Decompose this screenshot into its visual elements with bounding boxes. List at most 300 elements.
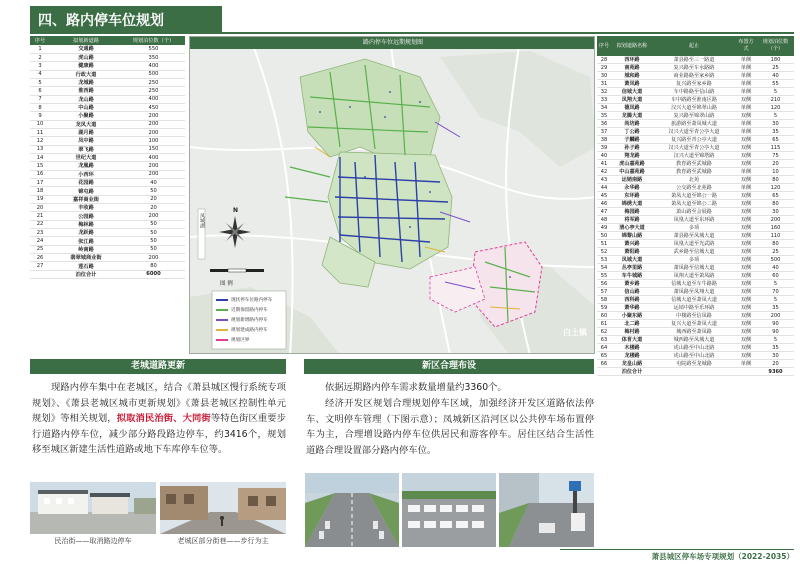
table-row	[597, 216, 794, 224]
table-row	[30, 195, 185, 203]
row-layout: 单侧	[735, 168, 757, 176]
old-city-heading: 老城道路更新	[30, 359, 286, 374]
row-index: 59	[597, 304, 611, 312]
row-layout: 双侧	[735, 192, 757, 200]
row-count: 210	[757, 96, 794, 104]
row-road-name: 淮西路	[50, 87, 122, 95]
row-count: 30	[757, 120, 794, 128]
row-count: 200	[122, 120, 185, 128]
new-city-heading: 新区合理布设	[304, 359, 594, 374]
col-layout: 布置方式	[735, 36, 757, 56]
row-road-name: 锦屯路	[50, 187, 122, 195]
row-road-name: 西环路	[611, 56, 653, 64]
table-row	[597, 192, 794, 200]
map-side-label: 凤城湖	[199, 213, 205, 228]
legend-label: 近期保留路内停车	[231, 308, 268, 313]
row-range: 商业路路至家乡路	[653, 72, 735, 80]
row-layout: 双侧	[735, 112, 757, 120]
left-parking-table	[30, 36, 185, 279]
table-row	[597, 296, 794, 304]
row-road-name: 将军路	[611, 216, 653, 224]
row-road-name: 公园路	[50, 212, 122, 220]
row-layout: 单侧	[735, 88, 757, 96]
total-cell	[30, 270, 50, 278]
compass-north-label: N	[233, 207, 239, 214]
col-count: 规划泊位数（个）	[122, 36, 185, 45]
old-city-text-part2: 等特色街区重要步行道路内停车位，减少部分路段路边停车，约3416个，规划移至城区新建生活性道路或地下车库停车位等。	[32, 413, 286, 455]
row-index: 37	[597, 128, 611, 136]
map-legend	[216, 295, 284, 345]
row-index: 10	[30, 120, 50, 128]
row-index: 12	[30, 137, 50, 145]
row-count: 160	[757, 224, 794, 232]
row-range: 公交路至北苑路	[653, 184, 735, 192]
table-row	[30, 78, 185, 86]
row-road-name: 湖月路	[50, 128, 122, 136]
row-count: 55	[757, 80, 794, 88]
row-index: 19	[30, 195, 50, 203]
row-range: 萧县路至凤城大道	[653, 232, 735, 240]
row-index: 55	[597, 272, 611, 280]
row-layout: 双侧	[735, 304, 757, 312]
table-row	[597, 88, 794, 96]
row-layout: 双侧	[735, 240, 757, 248]
row-road-name: 交通路	[50, 45, 122, 53]
row-index: 39	[597, 144, 611, 152]
photo-parking-lot	[402, 473, 496, 547]
row-index: 63	[597, 336, 611, 344]
table-row	[597, 264, 794, 272]
row-index: 16	[30, 170, 50, 178]
row-count: 80	[122, 262, 185, 270]
left-table-body	[30, 45, 185, 279]
row-road-name: 萧兴路	[611, 240, 653, 248]
row-index: 15	[30, 162, 50, 170]
map-caption: 路内停车位远期规划图	[190, 37, 595, 49]
row-road-name: 东环路	[611, 192, 653, 200]
table-row	[597, 80, 794, 88]
row-count: 50	[122, 187, 185, 195]
row-count: 350	[122, 53, 185, 61]
row-road-name: 信城大道	[611, 88, 653, 96]
row-range: 汉兴大道至锦翠山路	[653, 104, 735, 112]
row-road-name: 丁公路	[611, 128, 653, 136]
row-index: 29	[597, 64, 611, 72]
row-range: 运销中路至乐环路	[653, 304, 735, 312]
row-count: 200	[757, 216, 794, 224]
new-city-para2: 经济开发区规划合理规划停车区域，加强经济开发区道路依法停车、文明停车管理（下图示意）；凤城新区沿河区以公共停车场布置停车为主，合理增设路内停车位供居民和游客停车。居住区结合生活性道路合理设置部分路内停车位。	[306, 398, 594, 456]
row-road-name: 凤中路	[50, 137, 122, 145]
row-road-name: 木楼路	[611, 344, 653, 352]
row-range: 汉兴大道至青公亭大道	[653, 144, 735, 152]
photo1-caption: 民治街——取消路边停车	[54, 537, 132, 545]
row-range: 城西路至凤城大道	[653, 336, 735, 344]
row-index: 38	[597, 136, 611, 144]
row-road-name: 丛亭里路	[611, 264, 653, 272]
row-road-name: 龙楼路	[611, 352, 653, 360]
row-count: 30	[757, 352, 794, 360]
total-cell	[597, 368, 611, 376]
row-layout: 双侧	[735, 336, 757, 344]
page-footer: 萧县城区停车场专项规划（2022-2035）	[560, 549, 794, 563]
row-count: 50	[122, 229, 185, 237]
table-row	[30, 229, 185, 237]
row-road-name: 凤城大道	[611, 256, 653, 264]
row-road-name: 车牛城路	[611, 272, 653, 280]
row-road-name: 小聚路	[50, 112, 122, 120]
row-road-name: 翡翠城商业街	[50, 254, 122, 262]
map-scale-label: 图 例	[220, 281, 233, 287]
row-index: 45	[597, 192, 611, 200]
row-count: 400	[122, 95, 185, 103]
row-index: 3	[30, 62, 50, 70]
row-layout: 双侧	[735, 288, 757, 296]
table-row	[597, 256, 794, 264]
table-row	[597, 184, 794, 192]
row-road-name: 虎山路	[50, 53, 122, 61]
row-index: 24	[30, 237, 50, 245]
table-row	[597, 272, 794, 280]
row-count: 115	[757, 144, 794, 152]
row-count: 80	[757, 200, 794, 208]
row-range: 屯院路至龙城路	[653, 360, 735, 368]
row-layout: 双侧	[735, 328, 757, 336]
row-count: 120	[757, 104, 794, 112]
row-layout: 单侧	[735, 184, 757, 192]
row-count: 40	[122, 179, 185, 187]
table-row	[597, 336, 794, 344]
row-layout: 单侧	[735, 360, 757, 368]
row-count: 200	[122, 212, 185, 220]
row-index: 31	[597, 80, 611, 88]
row-index: 25	[30, 245, 50, 253]
table-row	[597, 160, 794, 168]
page-title-bar	[30, 6, 222, 32]
row-road-name: 城和路	[611, 72, 653, 80]
row-range: 萧凤大道至锦公一路	[653, 192, 735, 200]
table-row	[597, 240, 794, 248]
row-index: 8	[30, 103, 50, 111]
row-count: 35	[757, 344, 794, 352]
table-row	[30, 254, 185, 262]
row-count: 65	[757, 192, 794, 200]
row-count: 100	[122, 137, 185, 145]
row-index: 28	[597, 56, 611, 64]
row-count: 5	[757, 88, 794, 96]
table-row	[597, 328, 794, 336]
row-range: 复兴路至青公亭大道	[653, 136, 735, 144]
row-count: 200	[122, 170, 185, 178]
row-index: 22	[30, 220, 50, 228]
row-index: 62	[597, 328, 611, 336]
row-range: 城西路至萧凤路	[653, 328, 735, 336]
table-row	[597, 112, 794, 120]
row-count: 40	[757, 264, 794, 272]
row-road-name: 龙凰路	[50, 162, 122, 170]
row-index: 23	[30, 229, 50, 237]
total-cell	[653, 368, 735, 376]
row-range: 中楼路至信凤路	[653, 312, 735, 320]
row-layout: 双侧	[735, 296, 757, 304]
col-road: 拟划新道路	[50, 36, 122, 45]
right-table-header	[597, 36, 794, 56]
row-count: 20	[122, 195, 185, 203]
table-row	[597, 344, 794, 352]
row-road-name: 子麟路	[611, 136, 653, 144]
row-road-name: 翠飞路	[50, 145, 122, 153]
row-road-name: 龙城路	[50, 78, 122, 86]
table-row	[597, 208, 794, 216]
row-road-name: 龙山路	[50, 95, 122, 103]
row-range: 旅游路至萧凤城大道	[653, 120, 735, 128]
table-row	[597, 96, 794, 104]
row-road-name: 龙跃路	[50, 229, 122, 237]
row-count: 5	[757, 336, 794, 344]
legend-label: 规划建成路内停车	[231, 328, 268, 333]
row-layout: 双侧	[735, 312, 757, 320]
table-row	[597, 152, 794, 160]
row-count: 200	[122, 128, 185, 136]
row-index: 21	[30, 212, 50, 220]
table-row	[30, 212, 185, 220]
row-road-name: 龙腾大道	[611, 112, 653, 120]
row-index: 48	[597, 216, 611, 224]
table-row	[597, 280, 794, 288]
row-index: 46	[597, 200, 611, 208]
row-count: 200	[122, 254, 185, 262]
row-count: 5	[757, 296, 794, 304]
row-range: 虎山路至中山北路	[653, 352, 735, 360]
row-road-name: 尚坊路	[611, 120, 653, 128]
row-count: 35	[757, 128, 794, 136]
row-layout: 单侧	[735, 120, 757, 128]
row-count: 25	[757, 248, 794, 256]
title-divider	[30, 32, 794, 34]
row-index: 65	[597, 352, 611, 360]
legend-label: 规划新增路内停车	[231, 318, 268, 323]
row-range: 凤凰大道至东环路	[653, 216, 735, 224]
row-index: 27	[30, 262, 50, 270]
left-table-header	[30, 36, 185, 45]
row-count: 80	[757, 176, 794, 184]
row-count: 400	[122, 153, 185, 161]
row-range: 复兴大道至萧凤大道	[653, 320, 735, 328]
row-index: 43	[597, 176, 611, 184]
table-row	[30, 237, 185, 245]
row-range: 萧县路至三一路道	[653, 56, 735, 64]
row-count: 200	[757, 312, 794, 320]
table-row	[30, 53, 185, 61]
table-row	[597, 224, 794, 232]
row-count: 500	[122, 70, 185, 78]
table-row	[597, 320, 794, 328]
row-count: 80	[757, 240, 794, 248]
table-row	[597, 304, 794, 312]
row-range: 萧凤路至凤翔大道	[653, 288, 735, 296]
table-row	[30, 137, 185, 145]
row-count: 110	[757, 232, 794, 240]
table-row	[597, 176, 794, 184]
row-layout: 双侧	[735, 256, 757, 264]
row-count: 200	[122, 112, 185, 120]
row-count: 20	[122, 204, 185, 212]
row-layout: 双侧	[735, 160, 757, 168]
table-row	[597, 312, 794, 320]
photo-old-lanes	[160, 482, 286, 534]
row-layout: 双侧	[735, 152, 757, 160]
table-row	[30, 204, 185, 212]
table-row	[30, 145, 185, 153]
row-road-name: 中山路	[50, 103, 122, 111]
parking-plan-map	[189, 36, 595, 354]
table-row	[30, 179, 185, 187]
row-layout: 单侧	[735, 80, 757, 88]
row-layout: 单侧	[735, 72, 757, 80]
row-count: 40	[757, 72, 794, 80]
total-cell: 泊位合计	[50, 270, 122, 278]
table-row	[30, 187, 185, 195]
table-row	[597, 144, 794, 152]
row-index: 32	[597, 88, 611, 96]
legend-item	[216, 335, 284, 345]
row-count: 10	[757, 168, 794, 176]
row-layout: 双侧	[735, 352, 757, 360]
row-road-name: 中山嘉苑路	[611, 168, 653, 176]
old-city-text-part1: 现路内停车集中在老城区，结合《萧县城区慢行系统专项规划》、《萧县老城区城市更新规划》《萧县老城区控制性单元规划》等相关规划，	[32, 382, 286, 424]
photo-minzhi-street	[30, 482, 156, 534]
row-layout: 双侧	[735, 136, 757, 144]
table-row	[597, 288, 794, 296]
row-count: 5	[757, 112, 794, 120]
legend-swatch	[216, 339, 228, 341]
row-range: 复兴路至车水路路	[653, 64, 735, 72]
legend-item	[216, 315, 284, 325]
row-range: 教育路至武城路	[653, 160, 735, 168]
row-count: 25	[757, 64, 794, 72]
row-index: 49	[597, 224, 611, 232]
row-range: 武乡路至信城大道	[653, 248, 735, 256]
row-road-name: 德凤路	[611, 104, 653, 112]
row-road-name: 行政大道	[50, 70, 122, 78]
table-row	[30, 45, 185, 53]
photo2-caption: 老城区部分街巷——步行为主	[177, 537, 269, 545]
row-count: 180	[757, 56, 794, 64]
row-layout: 双侧	[735, 216, 757, 224]
row-road-name: 嘉祥商业街	[50, 195, 122, 203]
row-count: 30	[757, 208, 794, 216]
row-layout: 单侧	[735, 56, 757, 64]
table-row	[30, 120, 185, 128]
map-region-label: 白土镇	[563, 328, 587, 337]
table-row	[597, 120, 794, 128]
row-road-name: 南苑路	[611, 64, 653, 72]
row-index: 13	[30, 145, 50, 153]
row-layout: 双侧	[735, 280, 757, 288]
row-index: 34	[597, 104, 611, 112]
row-index: 60	[597, 312, 611, 320]
row-road-name: 萧凤路	[611, 80, 653, 88]
table-row	[30, 95, 185, 103]
row-road-name: 萧阳路	[611, 248, 653, 256]
col-index: 序号	[30, 36, 50, 45]
legend-label: 现状停车位路内停车	[231, 298, 273, 303]
row-count: 50	[122, 237, 185, 245]
row-count: 60	[757, 272, 794, 280]
row-road-name: 凤翔大道	[611, 96, 653, 104]
row-layout: 单侧	[735, 128, 757, 136]
row-count: 90	[757, 320, 794, 328]
row-road-name: 龙凤大道	[50, 120, 122, 128]
row-index: 33	[597, 96, 611, 104]
legend-swatch	[216, 329, 228, 331]
page-title: 四、路内停车位规划	[38, 13, 164, 29]
table-row	[30, 262, 185, 270]
total-cell: 9360	[757, 368, 794, 376]
row-index: 11	[30, 128, 50, 136]
legend-swatch	[216, 299, 228, 301]
row-road-name: 北二路	[611, 320, 653, 328]
row-range: 北苑	[653, 176, 735, 184]
table-row	[30, 62, 185, 70]
table-row	[597, 56, 794, 64]
table-row	[597, 168, 794, 176]
row-index: 18	[30, 187, 50, 195]
row-range: 复兴路至锦翠山路	[653, 112, 735, 120]
row-count: 5	[757, 280, 794, 288]
row-range: 信城大道至车牛路路	[653, 280, 735, 288]
col-index: 序号	[597, 36, 611, 56]
table-row	[597, 200, 794, 208]
row-road-name: 岭南路	[50, 245, 122, 253]
legend-item	[216, 305, 284, 315]
row-range: 车中路路至信山路	[653, 88, 735, 96]
row-index: 1	[30, 45, 50, 53]
row-layout: 双侧	[735, 320, 757, 328]
row-road-name: 运销南路	[611, 176, 653, 184]
legend-item	[216, 325, 284, 335]
row-layout: 单侧	[735, 104, 757, 112]
row-range: 教育路至武城路	[653, 168, 735, 176]
legend-label: 规划区界	[231, 338, 250, 343]
table-row	[30, 103, 185, 111]
table-row	[597, 136, 794, 144]
row-index: 30	[597, 72, 611, 80]
row-layout: 双侧	[735, 224, 757, 232]
row-index: 53	[597, 256, 611, 264]
row-index: 44	[597, 184, 611, 192]
row-road-name: 翔龙路	[611, 152, 653, 160]
total-cell: 泊位合计	[611, 368, 653, 376]
table-row	[597, 64, 794, 72]
row-road-name: 小聚东路	[611, 312, 653, 320]
row-road-name: 莲石路	[50, 262, 122, 270]
table-row	[30, 70, 185, 78]
row-layout: 双侧	[735, 248, 757, 256]
row-range: 信城大道至萧凤大道	[653, 296, 735, 304]
row-index: 57	[597, 288, 611, 296]
total-row	[30, 270, 185, 278]
row-road-name: 梅园路	[611, 208, 653, 216]
row-road-name: 孙子路	[611, 144, 653, 152]
row-index: 54	[597, 264, 611, 272]
row-index: 9	[30, 112, 50, 120]
table-row	[30, 87, 185, 95]
row-road-name: 小西环	[50, 170, 122, 178]
row-count: 20	[757, 160, 794, 168]
row-range: 多项	[653, 256, 735, 264]
row-index: 35	[597, 112, 611, 120]
row-layout: 双侧	[735, 344, 757, 352]
